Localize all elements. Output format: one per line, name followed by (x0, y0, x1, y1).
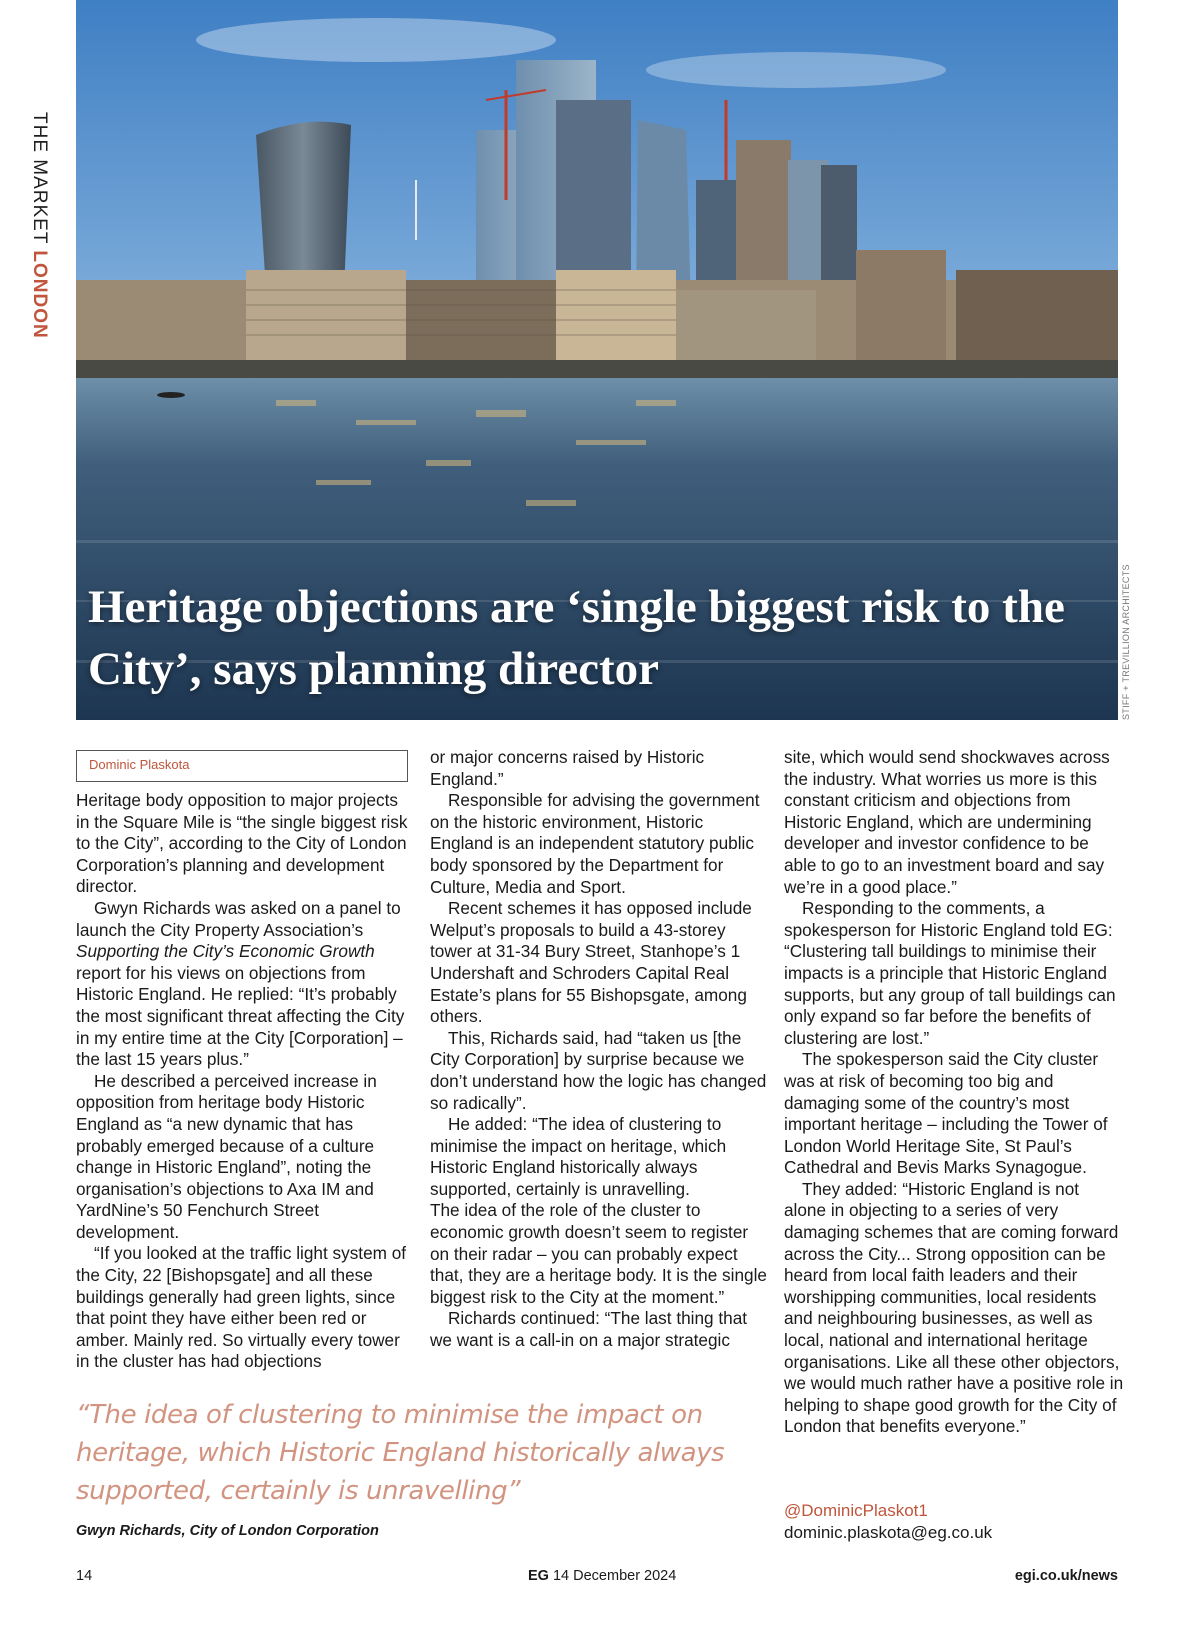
twitter-handle-link[interactable]: @DominicPlaskot1 (784, 1501, 928, 1520)
issue-date: 14 December 2024 (552, 1568, 677, 1584)
paragraph: “If you looked at the traffic light system of the City, 22 [Bishopsgate] and all these buildings generally had green lights, since that point they have either been red or amber. Mainly red. So virtually every tower in the cluster has had objections (76, 1243, 407, 1372)
section-name: LONDON (29, 250, 50, 339)
publication-info (528, 1568, 676, 1584)
paragraph: site, which would send shockwaves across the industry. What worries us more is this constant criticism and objections from Historic England, which are undermining developer and investor confidence to be able to go to an investment board and say we’re in a good place.” (784, 747, 1110, 897)
pull-quote-source: Gwyn Richards, City of London Corporation (76, 1523, 379, 1539)
page-number: 14 (76, 1568, 93, 1584)
hero-image (76, 0, 1118, 720)
paragraph: Recent schemes it has opposed include Welput’s proposals to build a 43-storey tower at 31-34 Bury Street, Stanhope’s 1 Undershaft and Schroders Capital Real Estate’s plans for 55 Bishopsgate, among others. (430, 898, 752, 1027)
report-title: Supporting the City’s Economic Growth (76, 941, 375, 962)
paragraph: Gwyn Richards was asked on a panel to launch the City Property Association’s Supporting the City’s Economic Growth report for his views on objections from Historic England. He replied: “It’s probably the most significant threat affecting the City in my entire time at the City [Corporation] – the last 15 years plus.” (76, 897, 405, 1070)
paragraph: He added: “The idea of clustering to minimise the impact on heritage, which Historic England historically always supported, certainly is unravelling. (430, 1114, 727, 1199)
paragraph: Responding to the comments, a spokesperson for Historic England told EG: “Clustering tall buildings to minimise their impacts is a principle that Historic England supports, but any group of tall buildings can only expand so far before the benefits of clustering are lost.” (784, 898, 1116, 1048)
email-link[interactable]: dominic.plaskota@eg.co.uk (784, 1523, 993, 1542)
article-column-1 (76, 790, 416, 1373)
paragraph: He described a perceived increase in opposition from heritage body Historic England as “a new dynamic that has probably emerged because of a culture change in Historic England”, noting the organisation’s objections to Axa IM and YardNine’s 50 Fenchurch Street development. (76, 1070, 377, 1242)
article-column-3 (784, 747, 1124, 1438)
author-contact (784, 1500, 992, 1544)
article-column-2 (430, 747, 770, 1352)
section-prefix: THE MARKET (29, 112, 50, 245)
paragraph: Responsible for advising the government on the historic environment, Historic England is an independent statutory public body sponsored by the Department for Culture, Media and Sport. (430, 790, 760, 897)
paragraph: This, Richards said, had “taken us [the City Corporation] by surprise because we don’t understand how the logic has changed so radically”. (430, 1027, 767, 1113)
paragraph: Heritage body opposition to major projects in the Square Mile is “the single biggest risk to the City”, according to the City of London Corporation’s planning and development director. (76, 790, 408, 897)
paragraph: The spokesperson said the City cluster was at risk of becoming too big and damaging some of the country’s most important heritage – including the Tower of London World Heritage Site, St Paul’s Cathedral and Bevis Marks Synagogue. (784, 1049, 1108, 1178)
paragraph: They added: “Historic England is not alone in objecting to a series of very damaging schemes that are coming forward across the City... Strong opposition can be heard from local faith leaders and their worshipping communities, local residents and neighbouring businesses, as well as local, national and international heritage organisations. Like all these other objectors, we would much rather have a positive role in helping to shape good growth for the City of London that benefits everyone.” (784, 1178, 1124, 1437)
website-link[interactable]: egi.co.uk/news (1014, 1568, 1118, 1584)
pull-quote: “The idea of clustering to minimise the impact on heritage, which Historic England historically always supported, certainly is unravelling” (76, 1400, 725, 1506)
author-byline: Dominic Plaskota (76, 750, 408, 782)
section-tag (26, 112, 56, 352)
paragraph: or major concerns raised by Historic England.” (430, 747, 705, 789)
paragraph: Richards continued: “The last thing that we want is a call-in on a major strategic (430, 1308, 748, 1351)
publication-name: EG (528, 1568, 549, 1584)
headline: Heritage objections are ‘single biggest risk to the City’, says planning director (88, 581, 1065, 695)
photo-credit: STIFF + TREVILLION ARCHITECTS (1121, 564, 1131, 720)
paragraph: The idea of the role of the cluster to economic growth doesn’t seem to register on their radar – you can probably expect that, they are a heritage body. It is the single biggest risk to the City at the moment.” (430, 1200, 767, 1307)
